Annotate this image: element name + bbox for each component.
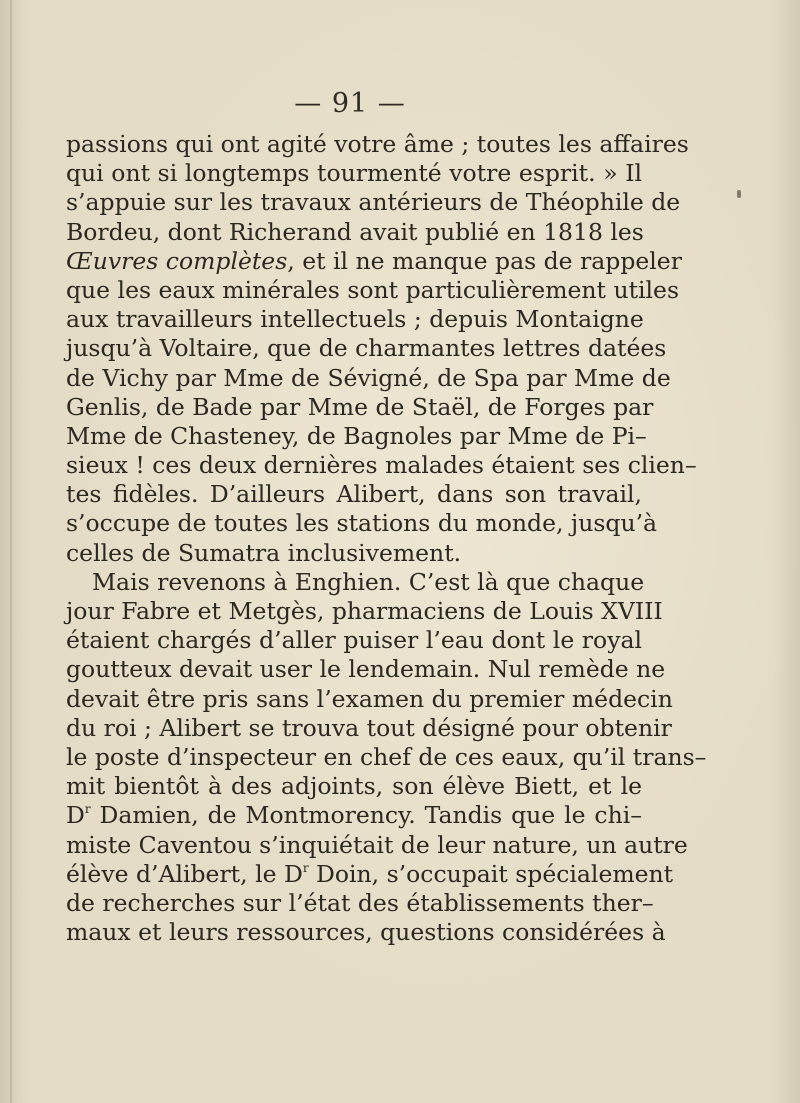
text-line xyxy=(66,567,645,597)
text-line xyxy=(66,655,666,684)
text-run: goutteux devait user le lendemain. Nul remède ne xyxy=(66,655,666,684)
text-run: étaient chargés d’aller puiser l’eau dont le royal xyxy=(66,626,642,655)
page-number: — 91 — xyxy=(294,88,406,119)
text-run: devait être pris sans l’examen du premier médecin xyxy=(66,684,673,713)
text-run: mit bientôt à des adjoints, son élève Biett, et le xyxy=(66,772,642,801)
text-line xyxy=(66,772,642,801)
text-run: Doin, s’occupait spécialement xyxy=(308,859,674,888)
text-run: Genlis, de Bade par Mme de Staël, de Forges par xyxy=(66,392,654,421)
text-run: Œuvres complètes xyxy=(66,246,288,275)
binding-edge xyxy=(10,0,12,1103)
text-run: celles de Sumatra inclusivement. xyxy=(66,538,462,567)
text-line xyxy=(66,830,688,860)
text-run: Mais revenons à Enghien. C’est là que chaque xyxy=(92,567,645,596)
text-run: qui ont si longtemps tourmenté votre esprit. » Il xyxy=(66,159,642,188)
text-run: Mme de Chasteney, de Bagnoles par Mme de Pi– xyxy=(66,421,647,450)
superscript-text: r xyxy=(302,860,309,875)
text-line xyxy=(66,859,674,889)
text-line xyxy=(66,392,654,422)
text-run: D xyxy=(66,801,85,830)
text-run: aux travailleurs intellectuels ; depuis Montaigne xyxy=(66,305,644,334)
text-line xyxy=(66,218,642,247)
text-run: Damien, de Montmorency. Tandis que le chi– xyxy=(90,801,642,830)
ink-speck xyxy=(737,190,741,198)
text-run: Bordeu, dont Richerand avait publié en 1818 les xyxy=(66,217,644,246)
text-run: s’occupe de toutes les stations du monde, jusqu’à xyxy=(66,509,658,538)
text-line xyxy=(66,421,647,451)
text-line xyxy=(66,305,642,334)
text-line xyxy=(66,801,642,830)
text-line xyxy=(66,539,642,568)
text-line xyxy=(66,888,654,918)
text-run: sieux ! ces deux dernières malades étaient ses clien– xyxy=(66,451,697,480)
text-run: jour Fabre et Metgès, pharmaciens de Louis XVIII xyxy=(66,597,663,625)
text-run: élève d’Alibert, le D xyxy=(66,859,303,888)
text-run: s’appuie sur les travaux antérieurs de Théophile de xyxy=(66,188,681,217)
text-run: de Vichy par Mme de Sévigné, de Spa par Mme de xyxy=(66,363,671,392)
text-run: maux et leurs ressources, questions considérées à xyxy=(66,918,666,947)
text-line xyxy=(66,626,642,655)
text-line xyxy=(66,451,697,480)
text-line xyxy=(66,130,689,159)
text-run: de recherches sur l’état des établissements ther– xyxy=(66,888,654,917)
text-line xyxy=(66,363,671,393)
text-run: , et il ne manque pas de rappeler xyxy=(287,246,682,275)
text-line xyxy=(66,480,642,509)
text-line xyxy=(66,509,658,538)
text-run: du roi ; Alibert se trouva tout désigné pour obtenir xyxy=(66,713,672,742)
text-line xyxy=(66,713,672,743)
text-line xyxy=(66,188,681,217)
text-run: miste Caventou s’inquiétait de leur nature, un autre xyxy=(66,830,688,859)
text-line xyxy=(66,275,680,305)
text-run: que les eaux minérales sont particulièrement utiles xyxy=(66,275,680,304)
text-line xyxy=(66,159,642,188)
text-run: tes fidèles. D’ailleurs Alibert, dans son travail, xyxy=(66,480,642,509)
text-run: le poste d’inspecteur en chef de ces eaux, qu’il trans– xyxy=(66,742,707,771)
body-text xyxy=(66,130,707,947)
text-line xyxy=(66,742,707,772)
text-run: jusqu’à Voltaire, que de charmantes lettres datées xyxy=(66,334,667,363)
text-line xyxy=(66,918,666,947)
superscript-text: r xyxy=(84,802,91,817)
text-run: passions qui ont agité votre âme ; toutes les affaires xyxy=(66,130,689,158)
text-line xyxy=(66,684,673,714)
text-line xyxy=(66,334,667,363)
text-line xyxy=(66,246,682,276)
text-line xyxy=(66,597,663,626)
